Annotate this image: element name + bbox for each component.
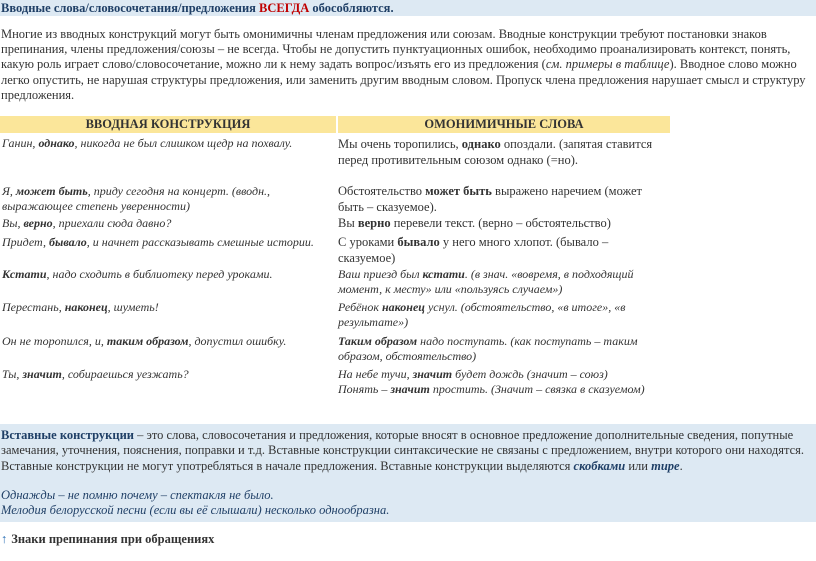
brackets-term: скобками — [573, 458, 626, 473]
homonym-example: Ребёнок наконец уснул. (обстоятельство, «в итоге», «в результате») — [338, 300, 626, 329]
next-section-link[interactable]: Знаки препинания при обращениях — [11, 532, 215, 546]
homonym-example: Таким образом надо поступать. (как поступать – таким образом, обстоятельство) — [338, 334, 638, 363]
examples-table — [0, 116, 670, 133]
inserted-example: Мелодия белорусской песни (если вы её слышали) несколько однообразна. — [1, 503, 390, 518]
homonym-example: Вы верно перевели текст. (верно – обстоятельство) — [338, 216, 611, 230]
homonym-example: Ваш приезд был кстати. (в знач. «вовремя, в подходящий момент, к месту» или «пользуясь случаем») — [338, 267, 634, 296]
table-header-introductory: ВВОДНАЯ КОНСТРУКЦИЯ — [0, 116, 336, 133]
homonym-example — [338, 367, 668, 397]
intro-example: Кстати, надо сходить в библиотеку перед уроками. — [2, 267, 273, 281]
header-title-end: обособляются. — [309, 1, 394, 15]
up-arrow-icon[interactable]: ↑ — [1, 532, 8, 546]
homonym-example: Мы очень торопились, однако опоздали. (запятая ставится перед противительным союзом однако (=но). — [338, 137, 653, 167]
intro-text-italic: см. примеры в таблице — [545, 57, 670, 72]
section-header — [0, 0, 816, 16]
header-title-accent: ВСЕГДА — [259, 1, 310, 15]
intro-example: Он не торопился, и, таким образом, допустил ошибку. — [2, 334, 287, 348]
intro-example: Ганин, однако, никогда не был слишком щедр на похвалу. — [2, 136, 293, 150]
inserted-definition: Вставные конструкции – это слова, словосочетания и предложения, которые вносят в основное предложение дополнительные сведения, попутные замечания, уточнения, пояснения, поправки и т.д. Вставные конструкции синтаксические не связаны с предложением, внутри которого они находятся. Вставные конструкции не могут употребляться в начале предложения. Вставные конструкции выделяются скобками или тире. — [1, 428, 805, 473]
inserted-examples — [1, 488, 807, 519]
homonym-example: Обстоятельство может быть выражено наречием (может быть – сказуемое). — [338, 184, 643, 214]
intro-example: Придет, бывало, и начнет рассказывать смешные истории. — [2, 235, 314, 249]
intro-text-end: ). Вводное слово можно легко опустить, не нарушая структуры предложения, или заменить другим вводным словом. Пропуск члена предложения нарушает смысл и структуру предложения. — [1, 57, 806, 102]
dash-term: тире — [651, 458, 680, 473]
inserted-example: Однажды – не помню почему – спектакля не было. — [1, 488, 274, 502]
table-header-homonymous: ОМОНИМИЧНЫЕ СЛОВА — [338, 116, 670, 133]
homonym-example: С уроками бывало у него много хлопот. (бывало – сказуемое) — [338, 235, 609, 265]
intro-text-start: Многие из вводных конструкций могут быть омонимичны членам предложения или союзам. Вводные конструкции требуют постановки знаков препинания, члены предложения/союзы – не всегда. Чтобы не допустить пунктуационных ошибок, необходимо проанализировать контекст, понять, какую роль играет слово/словосочетание, можно ли к нему задать вопрос/изъять его из предложения ( — [1, 27, 791, 72]
intro-example: Вы, верно, приехали сюда давно? — [2, 216, 172, 230]
intro-example: Перестань, наконец, шуметь! — [2, 300, 159, 314]
table-header-row — [0, 116, 670, 133]
intro-example: Я, может быть, приду сегодня на концерт. (вводн., выражающее степень уверенности) — [2, 184, 271, 213]
inserted-term: Вставные конструкции — [1, 428, 134, 442]
header-title-start: Вводные слова/словосочетания/предложения — [1, 1, 260, 15]
intro-example: Ты, значит, собираешься уезжать? — [2, 367, 189, 381]
homonym-example-line: На небе тучи, значит будет дождь (значит – союз) — [338, 367, 608, 381]
footer-link-row — [1, 532, 214, 547]
intro-paragraph — [1, 27, 807, 103]
homonym-example-line: Понять – значит простить. (Значит – связка в сказуемом) — [338, 382, 645, 396]
